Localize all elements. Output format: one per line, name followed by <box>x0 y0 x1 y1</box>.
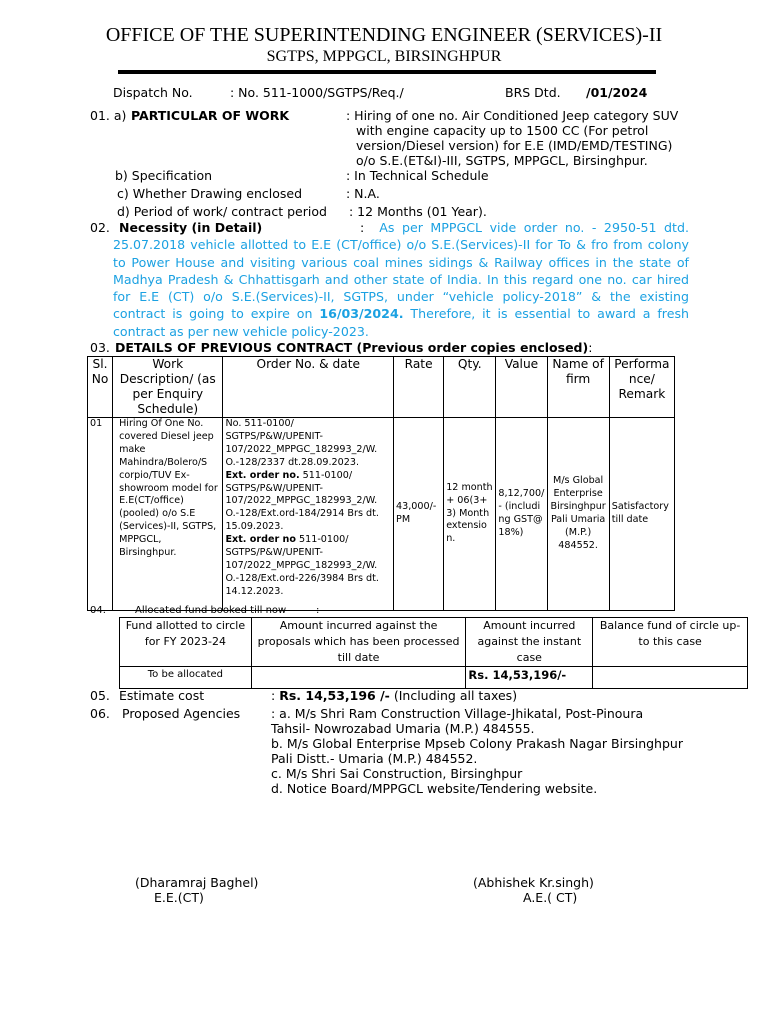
agency-line-3: b. M/s Global Enterprise Mpseb Colony Prakash Nagar Birsinghpur <box>271 736 683 751</box>
col-rate: Rate <box>394 357 444 418</box>
agency-line-6: d. Notice Board/MPPGCL website/Tendering website. <box>271 781 598 796</box>
necessity-colon: : <box>360 220 365 235</box>
signatory-right-name: (Abhishek Kr.singh) <box>473 875 594 890</box>
estimate-cost-value <box>271 688 517 703</box>
header-rule <box>118 70 656 74</box>
item02-label: Necessity (in Detail) <box>119 220 263 235</box>
item05-number: 05. <box>90 688 110 703</box>
cell-firm: M/s Global Enterprise Birsinghpur Pali Umaria (M.P.) 484552. <box>547 418 609 611</box>
table-header-row <box>88 357 675 418</box>
estimate-note: (Including all taxes) <box>393 688 518 703</box>
specification-label: b) Specification <box>115 168 213 183</box>
drawing-label: c) Whether Drawing enclosed <box>117 186 303 201</box>
cell-work: Hiring Of One No. covered Diesel jeep make Mahindra/Bolero/S corpio/TUV Ex-showroom model for E.E(CT/office) (pooled) o/o S.E (Services)-II, SGTPS, MPPGCL, Birsinghpur. <box>113 418 223 611</box>
cell-order <box>223 418 394 611</box>
col-firm: Name of firm <box>547 357 609 418</box>
signatory-left-title: E.E.(CT) <box>154 890 204 905</box>
item03-number: 03. <box>90 340 110 355</box>
item01-line-3: version/Diesel version) for E.E (IMD/EMD/TESTING) <box>356 138 673 153</box>
necessity-paragraph <box>113 219 689 340</box>
item01-label: PARTICULAR OF WORK <box>131 108 290 123</box>
dispatch-label: Dispatch No. <box>113 85 193 100</box>
signatory-left-name: (Dharamraj Baghel) <box>135 875 259 890</box>
col-qty: Qty. <box>444 357 496 418</box>
balance-fund-value <box>593 667 748 689</box>
specification-value: : In Technical Schedule <box>346 168 489 183</box>
item04-label: Allocated fund booked till now <box>135 605 287 616</box>
drawing-value: : N.A. <box>346 186 380 201</box>
office-subtitle: SGTPS, MPPGCL, BIRSINGHPUR <box>266 48 502 65</box>
item01-line-2: with engine capacity up to 1500 CC (For petrol <box>356 123 649 138</box>
item01-line-1: : Hiring of one no. Air Conditioned Jeep category SUV <box>346 108 679 123</box>
balance-fund-header: Balance fund of circle up-to this case <box>593 618 748 667</box>
period-value: : 12 Months (01 Year). <box>349 204 487 219</box>
col-work: Work Description/ (as per Enquiry Schedule) <box>113 357 223 418</box>
cell-value: 8,12,700/- (including GST@18%) <box>496 418 547 611</box>
cell-rate: 43,000/- PM <box>394 418 444 611</box>
cell-performance: Satisfactory till date <box>609 418 674 611</box>
necessity-text-a: As per MPPGCL vide order no. - 2950-51 dtd. 25.07.2018 vehicle allotted to E.E (CT/office) o/o S.E.(Services)-II for To & fro from colony to Power House and visiting various coal mines sidings & Railway offices in the state of Madhya Pradesh & Chhattisgarh and other state of India. In this regard one no. car hired for E.E (CT) o/o S.E.(Services)-II, SGTPS, under “vehicle policy-2018” & the existing contract is going to expire on <box>113 220 689 322</box>
item04-colon: : <box>316 605 320 616</box>
item03-label: DETAILS OF PREVIOUS CONTRACT (Previous order copies enclosed) <box>115 340 589 355</box>
col-performance: Performa nce/ Remark <box>609 357 674 418</box>
agency-line-4: Pali Distt.- Umaria (M.P.) 484552. <box>271 751 478 766</box>
item06-number: 06. <box>90 706 110 721</box>
cell-sl: 01 <box>88 418 113 611</box>
ext-order-label-1: Ext. order no. <box>225 469 300 481</box>
cell-qty: 12 month+ 06(3+3) Month extension. <box>444 418 496 611</box>
order-no-2: 511-0100/ SGTPS/P&W/UPENIT-107/2022_MPPGC_182993_2/W. O.-128/Ext.ord-184/2914 Brs dt. 15.09.2023. <box>225 469 379 533</box>
necessity-text-b: Therefore, it is essential to award a fresh contract as per new vehicle policy-2023. <box>113 306 689 339</box>
fund-table <box>119 617 748 689</box>
office-title: OFFICE OF THE SUPERINTENDING ENGINEER (SERVICES)-II <box>105 24 663 46</box>
item03-heading <box>115 340 592 355</box>
agency-line-5: c. M/s Shri Sai Construction, Birsinghpur <box>271 766 523 781</box>
item04-number: 04. <box>90 605 106 616</box>
col-order: Order No. & date <box>223 357 394 418</box>
table-row <box>88 418 675 611</box>
agency-line-1: : a. M/s Shri Ram Construction Village-Jhikatal, Post-Pinoura <box>271 706 644 721</box>
amount-instant-value: Rs. 14,53,196/- <box>466 667 593 689</box>
item01-number: 01. a) <box>90 108 127 123</box>
item05-colon: : <box>271 688 276 703</box>
expiry-date: 16/03/2024. <box>319 306 404 322</box>
date-value: /01/2024 <box>586 85 648 100</box>
amount-instant-header: Amount incurred against the instant case <box>466 618 593 667</box>
period-label: d) Period of work/ contract period <box>117 204 327 219</box>
item02-number: 02. <box>90 220 110 235</box>
fund-value-row <box>120 667 748 689</box>
estimate-amount: Rs. 14,53,196 /- <box>279 688 390 703</box>
date-label: BRS Dtd. <box>505 85 561 100</box>
agency-line-2: Tahsil- Nowrozabad Umaria (M.P.) 484555. <box>271 721 535 736</box>
dispatch-number: : No. 511-1000/SGTPS/Req./ <box>230 85 404 100</box>
item03-colon: : <box>588 340 593 355</box>
order-no-3: 511-0100/ SGTPS/P&W/UPENIT-107/2022_MPPGC_182993_2/W. O.-128/Ext.ord-226/3984 Brs dt. 14.12.2023. <box>225 534 379 597</box>
ext-order-label-2: Ext. order no <box>225 534 296 546</box>
fund-allotted-value: To be allocated <box>120 667 252 689</box>
amount-processed-header: Amount incurred against the proposals which has been processed till date <box>251 618 466 667</box>
previous-contract-table <box>87 356 675 611</box>
signatory-right-title: A.E.( CT) <box>523 890 578 905</box>
fund-header-row <box>120 618 748 667</box>
col-sl: Sl. No <box>88 357 113 418</box>
item05-label: Estimate cost <box>119 688 205 703</box>
order-no-1: No. 511-0100/ SGTPS/P&W/UPENIT-107/2022_MPPGC_182993_2/W. O.-128/2337 dt.28.09.2023. <box>225 418 378 468</box>
fund-allotted-header: Fund allotted to circle for FY 2023-24 <box>120 618 252 667</box>
item01-line-4: o/o S.E.(ET&I)-III, SGTPS, MPPGCL, Birsinghpur. <box>356 153 648 168</box>
amount-processed-value <box>251 667 466 689</box>
col-value: Value <box>496 357 547 418</box>
item06-label: Proposed Agencies <box>122 706 241 721</box>
